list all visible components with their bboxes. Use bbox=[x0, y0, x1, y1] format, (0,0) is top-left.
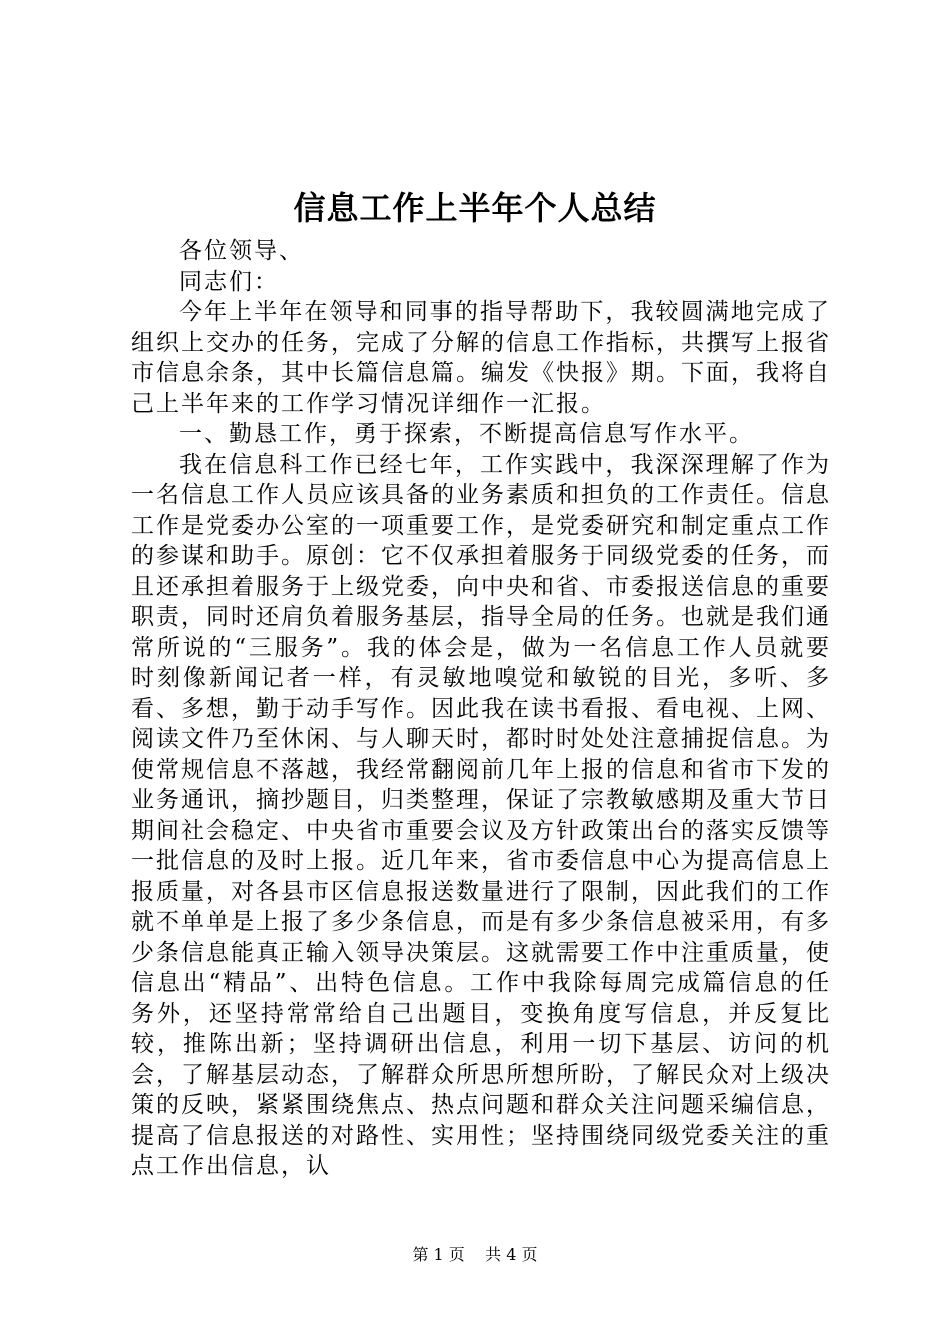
footer-spacer bbox=[470, 1245, 480, 1264]
document-title: 信息工作上半年个人总结 bbox=[293, 189, 657, 227]
page-total: 共 4 页 bbox=[485, 1245, 538, 1264]
salutation-line-1: 各位领导、 bbox=[179, 238, 304, 264]
intro-paragraph: 今年上半年在领导和同事的指导帮助下，我较圆满地完成了组织上交办的任务，完成了分解的信息工作指标，共撰写上报省市信息余条，其中长篇信息篇。编发《快报》期。下面，我将自己上半年来的工作学习情况详细作一汇报。 bbox=[131, 299, 831, 417]
salutation-line-2: 同志们： bbox=[179, 268, 279, 295]
page-footer bbox=[0, 1244, 950, 1266]
page-number: 第 1 页 bbox=[412, 1245, 465, 1264]
document-body bbox=[131, 236, 831, 1182]
body-paragraph: 我在信息科工作已经七年，工作实践中，我深深理解了作为一名信息工作人员应该具备的业务素质和担负的工作责任。信息工作是党委办公室的一项重要工作，是党委研究和制定重点工作的参谋和助手。原创：它不仅承担着服务于同级党委的任务，而且还承担着服务于上级党委，向中央和省、市委报送信息的重要职责，同时还肩负着服务基层，指导全局的任务。也就是我们通常所说的“三服务”。我的体会是，做为一名信息工作人员就要时刻像新闻记者一样，有灵敏地嗅觉和敏锐的目光，多听、多看、多想，勤于动手写作。因此我在读书看报、看电视、上网、阅读文件乃至休闲、与人聊天时，都时时处处注意捕捉信息。为使常规信息不落越，我经常翻阅前几年上报的信息和省市下发的业务通讯，摘抄题目，归类整理，保证了宗教敏感期及重大节日期间社会稳定、中央省市重要会议及方针政策出台的落实反馈等一批信息的及时上报。近几年来，省市委信息中心为提高信息上报质量，对各县市区信息报送数量进行了限制，因此我们的工作就不单单是上报了多少条信息，而是有多少条信息被采用，有多少条信息能真正输入领导决策层。这就需要工作中注重质量，使信息出“精品”、出特色信息。工作中我除每周完成篇信息的任务外，还坚持常常给自己出题目，变换角度写信息，并反复比较，推陈出新；坚持调研出信息，利用一切下基层、访问的机会，了解基层动态，了解群众所思所想所盼，了解民众对上级决策的反映，紧紧围绕焦点、热点问题和群众关注问题采编信息，提高了信息报送的对路性、实用性；坚持围绕同级党委关注的重点工作出信息，认 bbox=[131, 451, 831, 1179]
section-heading-1: 一、勤恳工作，勇于探索，不断提高信息写作水平。 bbox=[179, 421, 754, 447]
